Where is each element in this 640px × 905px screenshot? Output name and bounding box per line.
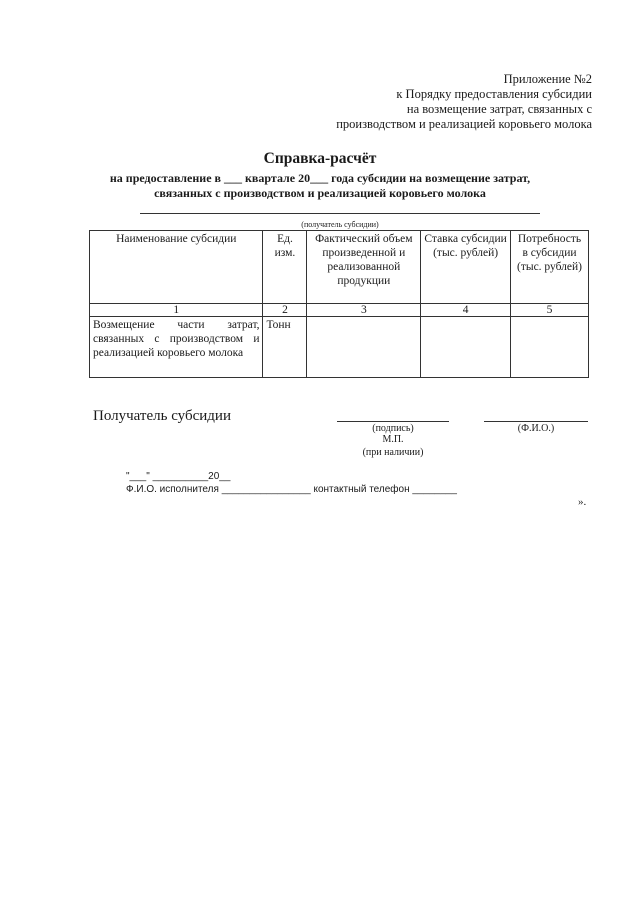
row-unit: Тонн — [263, 317, 307, 378]
document-title: Справка-расчёт — [263, 150, 377, 167]
recipient-fill-line — [140, 213, 540, 214]
row-rate-cell[interactable] — [421, 317, 511, 378]
header-volume: Фактический объем произведенной и реализованной продукции — [307, 231, 421, 304]
table-row — [90, 317, 589, 378]
header-unit: Ед. изм. — [263, 231, 307, 304]
subtitle-line-2: связанных с производством и реализацией коровьего молока — [154, 186, 486, 200]
appendix-line-1: Приложение №2 — [503, 72, 592, 86]
row-need-cell[interactable] — [511, 317, 589, 378]
stamp-label: М.П. — [382, 434, 404, 445]
closing-quote: ». — [578, 496, 587, 508]
column-number-4: 4 — [421, 304, 511, 317]
fio-caption: (Ф.И.О.) — [517, 423, 555, 434]
column-number-3: 3 — [307, 304, 421, 317]
appendix-line-2: к Порядку предоставления субсидии — [396, 87, 592, 101]
recipient-label: Получатель субсидии — [93, 408, 231, 424]
subtitle-line-1: на предоставление в ___ квартале 20___ года субсидии на возмещение затрат, — [109, 171, 531, 185]
date-line: "___" __________20__ — [126, 471, 231, 482]
executor-line: Ф.И.О. исполнителя ________________ контактный телефон ________ — [126, 484, 457, 495]
table-column-numbers-row — [90, 304, 589, 317]
header-subsidy-name: Наименование субсидии — [90, 231, 263, 304]
column-number-1: 1 — [90, 304, 263, 317]
recipient-caption: (получатель субсидии) — [301, 220, 379, 229]
row-volume-cell[interactable] — [307, 317, 421, 378]
appendix-header — [272, 72, 592, 132]
column-number-2: 2 — [263, 304, 307, 317]
signature-caption: (подпись) — [372, 423, 414, 434]
signature-line[interactable] — [337, 421, 449, 422]
appendix-line-3: на возмещение затрат, связанных с — [406, 102, 592, 116]
appendix-line-4: производством и реализацией коровьего молока — [336, 117, 592, 131]
header-rate: Ставка субсидии (тыс. рублей) — [421, 231, 511, 304]
column-number-5: 5 — [511, 304, 589, 317]
table-header-row — [90, 231, 589, 304]
row-subsidy-name: Возмещение части затрат, связанных с производством и реализацией коровьего молока — [90, 317, 263, 378]
header-need: Потребность в субсидии (тыс. рублей) — [511, 231, 589, 304]
stamp-note: (при наличии) — [362, 447, 424, 458]
calculation-table — [89, 230, 589, 378]
document-subtitle — [90, 171, 550, 201]
fio-line[interactable] — [484, 421, 588, 422]
